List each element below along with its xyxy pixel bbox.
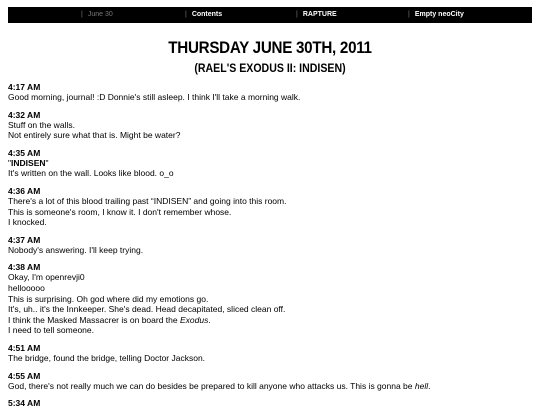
journal-entry <box>8 371 532 392</box>
journal-entry <box>8 262 532 336</box>
entry-text-line: "INDISEN" <box>8 157 49 168</box>
nav-separator: | <box>185 11 187 18</box>
entry-timestamp: 4:38 AM <box>8 262 41 273</box>
journal-entry <box>8 186 532 228</box>
nav-link-label: Contents <box>191 11 223 18</box>
entry-timestamp: 4:35 AM <box>8 147 41 158</box>
entry-timestamp: 4:51 AM <box>8 342 41 353</box>
entry-timestamp: 4:55 AM <box>8 370 41 381</box>
entry-text-line: It's written on the wall. Looks like blood. o_o <box>8 168 174 179</box>
nav-separator: | <box>408 11 410 18</box>
entry-text-line: Stuff on the walls. <box>8 119 75 130</box>
entry-text-line: There's a lot of this blood trailing past “INDISEN” and going into this room. <box>8 195 287 206</box>
page-subtitle: (RAEL'S EXODUS II: INDISEN) <box>194 63 346 75</box>
entry-text-line: God, there's not really much we can do besides be prepared to kill anyone who attacks us. This is gonna be hell. <box>8 380 431 391</box>
entry-text-line: Good morning, journal! :D Donnie's still asleep. I think I'll take a morning walk. <box>8 92 301 102</box>
nav-link-contents[interactable] <box>185 7 222 23</box>
entry-text-line: hellooooo <box>8 282 45 293</box>
entry-text-line: This is someone's room, I know it. I don't remember whose. <box>8 206 232 217</box>
entry-timestamp: 5:34 AM <box>8 398 41 409</box>
entry-timestamp: 4:37 AM <box>8 234 41 245</box>
nav-link-label: June 30 <box>87 11 113 18</box>
entry-text-line: I think the Masked Massacrer is on board the Exodus. <box>8 314 211 325</box>
entry-timestamp: 4:17 AM <box>8 82 41 92</box>
journal-entry <box>8 148 532 179</box>
journal-entry <box>8 82 532 103</box>
journal-entry <box>8 235 532 256</box>
top-nav-bar <box>8 7 532 23</box>
entry-text-line: I need to tell someone. <box>8 325 95 336</box>
page-title: THURSDAY JUNE 30TH, 2011 <box>168 39 372 57</box>
entry-text-line: I knocked. <box>8 217 47 228</box>
journal-entry <box>8 110 532 141</box>
nav-link-rapture[interactable] <box>296 7 337 23</box>
nav-separator: | <box>296 11 298 18</box>
entry-timestamp: 4:32 AM <box>8 109 41 120</box>
entry-text-line: Okay, I'm openrevji0 <box>8 272 85 283</box>
nav-separator: | <box>81 11 83 18</box>
entry-text-line: The bridge, found the bridge, telling Doctor Jackson. <box>8 352 206 363</box>
nav-link-label: Empty neoCity <box>414 11 464 18</box>
entry-text-line: This is surprising. Oh god where did my emotions go. <box>8 293 209 304</box>
entry-text-line: Nobody's answering. I'll keep trying. <box>8 244 144 255</box>
nav-link-june-30[interactable] <box>81 7 113 23</box>
journal-entry <box>8 398 532 408</box>
entry-text-line: It's, uh.. it's the Innkeeper. She's dead. Head decapitated, sliced clean off. <box>8 304 286 315</box>
journal-entries <box>8 82 532 415</box>
journal-entry <box>8 343 532 364</box>
nav-link-empty-neocity[interactable] <box>408 7 464 23</box>
entry-text-line: Not entirely sure what that is. Might be water? <box>8 130 181 141</box>
nav-link-label: RAPTURE <box>302 11 337 18</box>
entry-timestamp: 4:36 AM <box>8 185 41 196</box>
